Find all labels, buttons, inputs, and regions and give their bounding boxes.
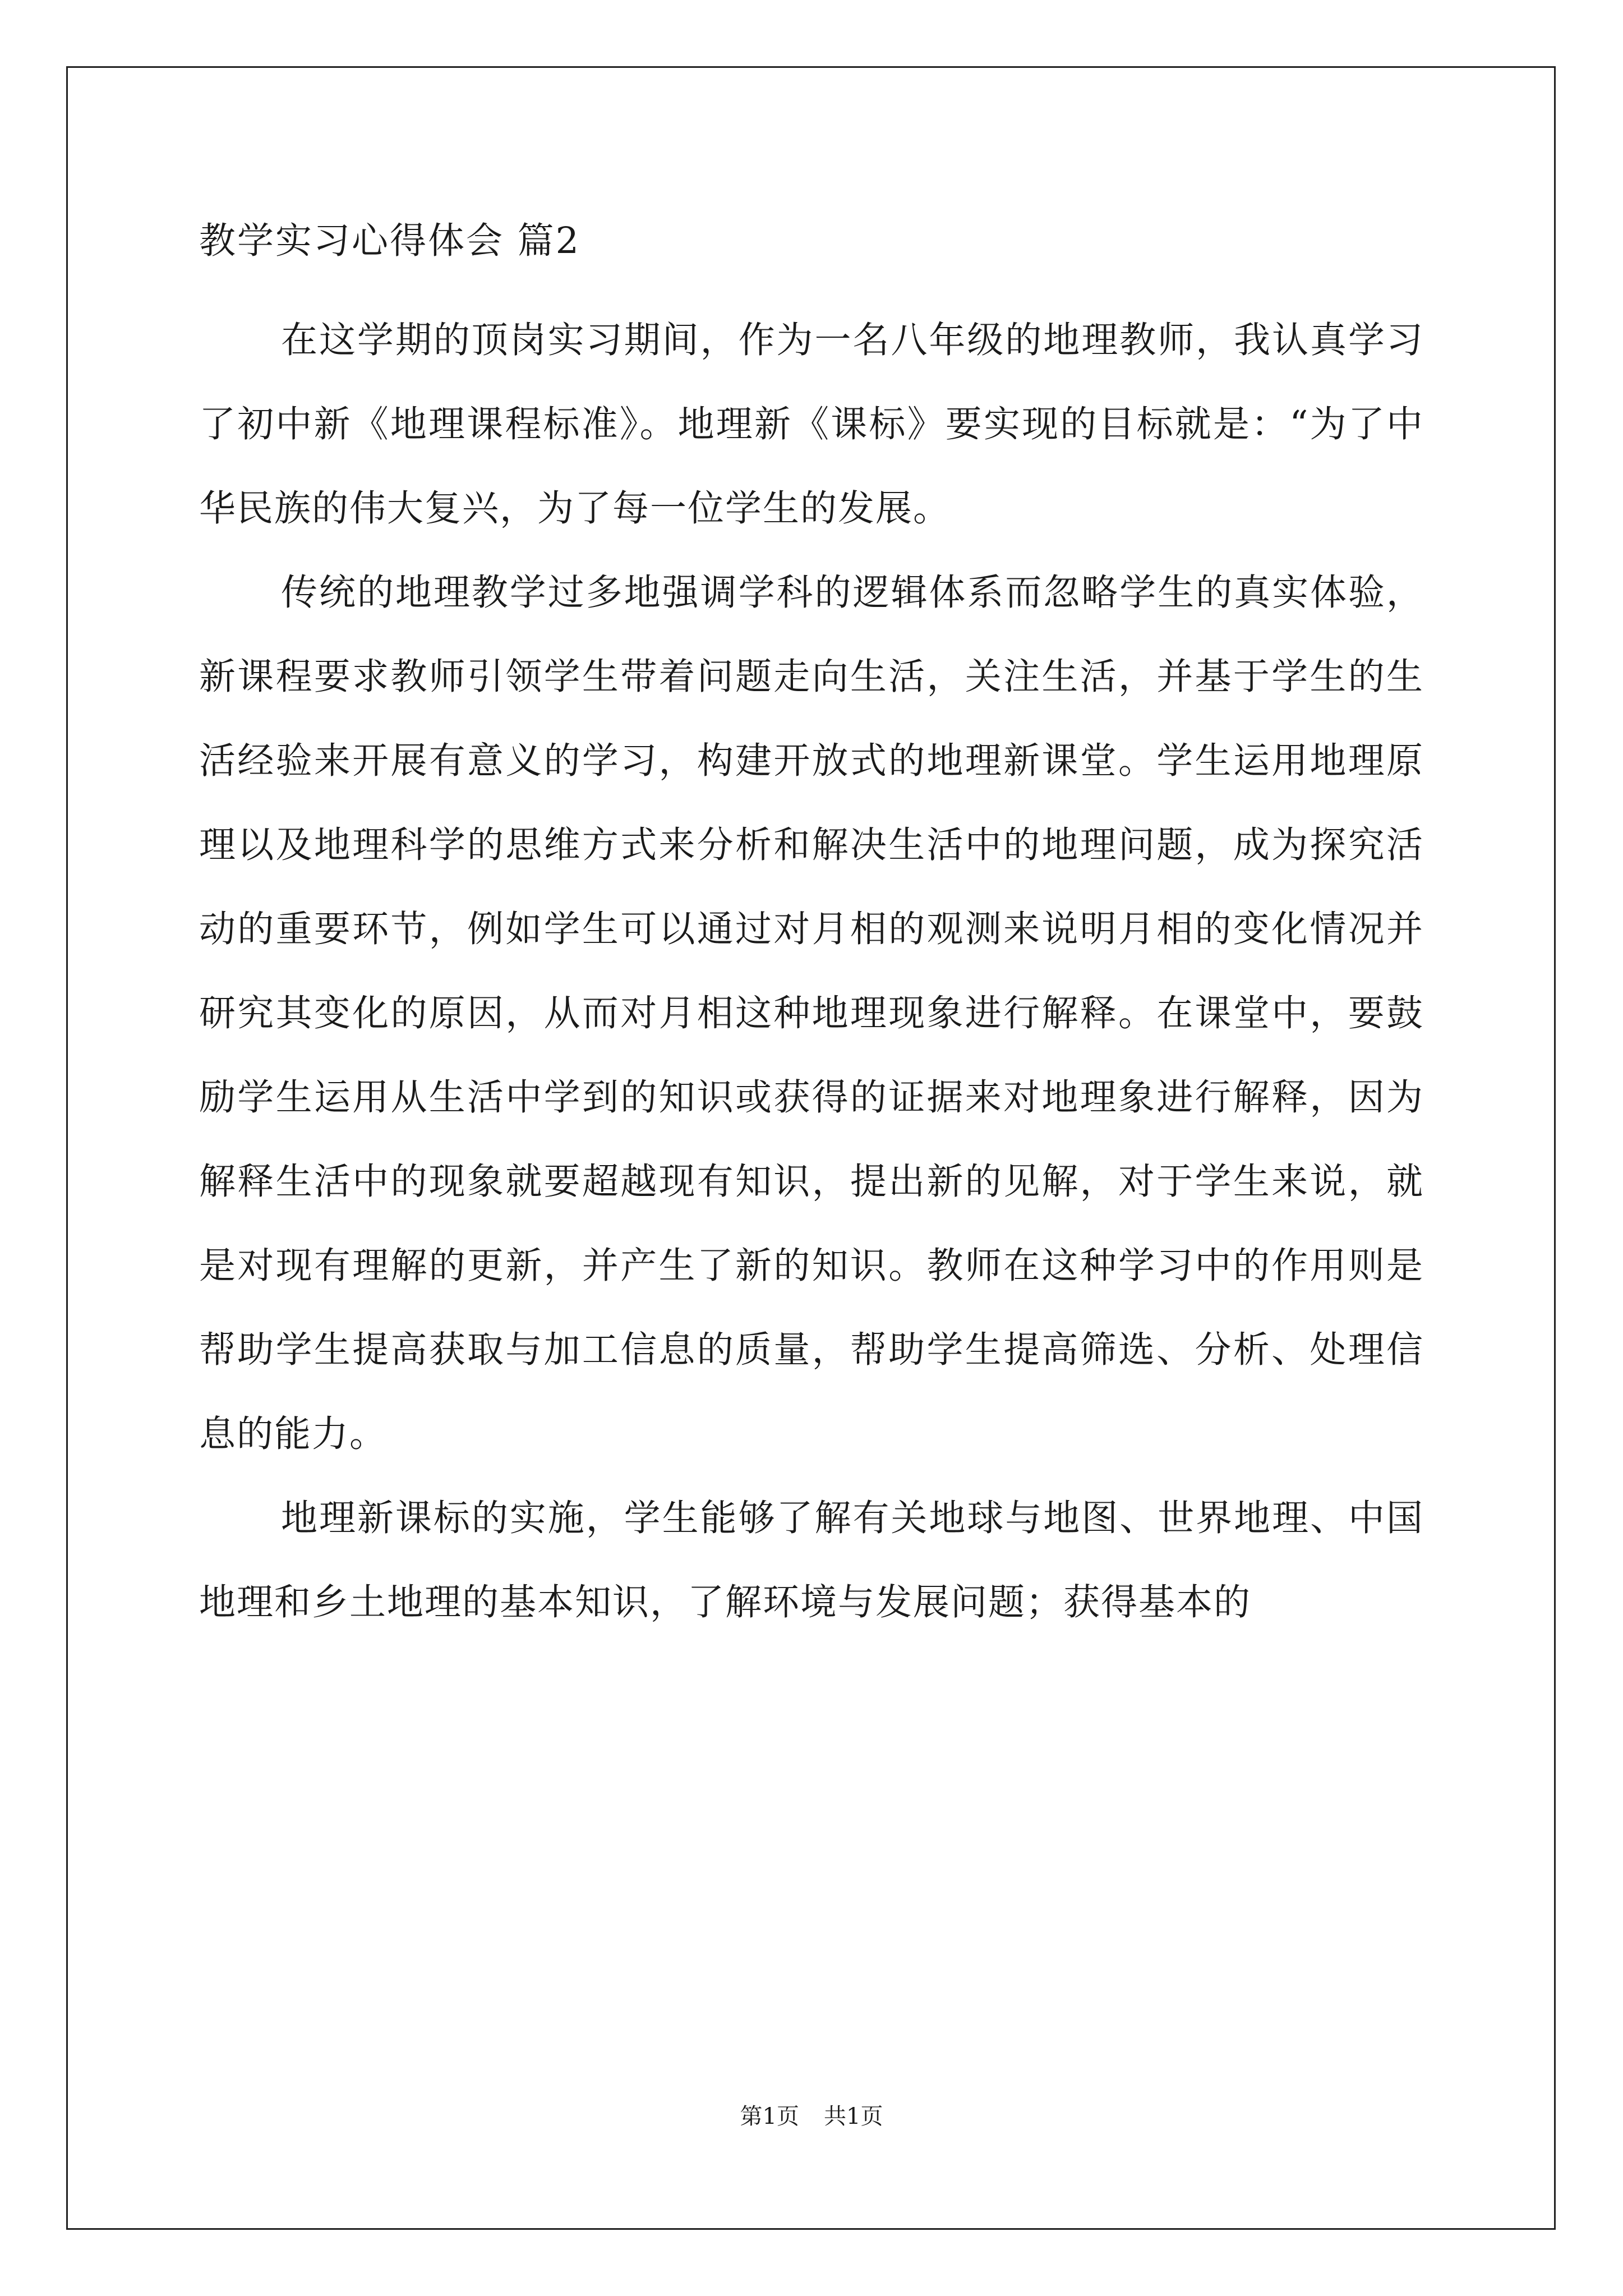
page-total: 共1页 [824, 2104, 883, 2129]
paragraph: 地理新课标的实施，学生能够了解有关地球与地图、世界地理、中国地理和乡土地理的基本知识，了解环境与发展问题；获得基本的 [199, 1497, 1424, 1623]
paragraph: 传统的地理教学过多地强调学科的逻辑体系而忽略学生的真实体验，新课程要求教师引领学生带着问题走向生活，关注生活，并基于学生的生活经验来开展有意义的学习，构建开放式的地理新课堂。学生运用地理原理以及地理科学的思维方式来分析和解决生活中的地理问题，成为探究活动的重要环节，例如学生可以通过对月相的观测来说明月相的变化情况并研究其变化的原因，从而对月相这种地理现象进行解释。在课堂中，要鼓励学生运用从生活中学到的知识或获得的证据来对地理象进行解释，因为解释生活中的现象就要超越现有知识，提出新的见解，对于学生来说，就是对现有理解的更新，并产生了新的知识。教师在这种学习中的作用则是帮助学生提高获取与加工信息的质量，帮助学生提高筛选、分析、处理信息的能力。 [199, 572, 1424, 1455]
document-body [199, 213, 1424, 1645]
page-footer [0, 2101, 1623, 2132]
page-number: 第1页 [740, 2104, 799, 2129]
document-title: 教学实习心得体会 篇2 [199, 220, 581, 262]
paragraph: 在这学期的顶岗实习期间，作为一名八年级的地理教师，我认真学习了初中新《地理课程标准》。地理新《课标》要实现的目标就是：“为了中华民族的伟大复兴，为了每一位学生的发展。 [199, 319, 1424, 530]
